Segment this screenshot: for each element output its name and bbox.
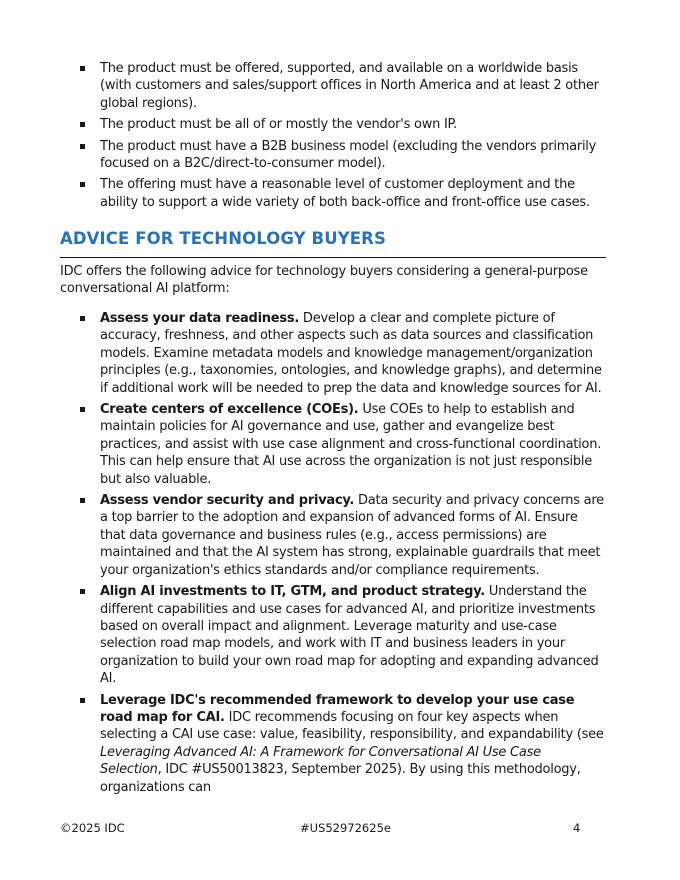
advice-title: Assess your data readiness. [100,311,300,326]
advice-title: Assess vendor security and privacy. [100,493,355,509]
list-item [100,692,606,796]
list-item [100,492,606,579]
list-item [100,176,606,211]
advice-text: Use COEs to help to establish and maintain policies for AI governance and use, gather and evangelize best practices, and assist with use case alignment and cross-functional coordination. This can help ensure that AI use across the organization is not just responsible but also valuable. [100,402,602,487]
advice-text: Develop a clear and complete picture of accuracy, freshness, and other aspects such as data sources and classification models. Examine metadata models and knowledge management/organization principles (e.g., taxonomies, ontologies, and knowledge graphs), and determine if additional work will be needed to prep the data and knowledge sources for AI. [100,311,602,396]
footer-copyright: ©2025 IDC [60,821,125,835]
footer-page-number: 4 [573,821,581,835]
list-item [100,583,606,687]
citation-title: Leveraging Advanced AI: A Framework for Conversational AI Use Case Selection [100,744,541,778]
list-item-text: The product must be offered, supported, and available on a worldwide basis (with customers and sales/support offices in North America and at least 2 other global regions). [100,61,599,111]
bullet-square-icon [80,182,85,187]
bullet-square-icon [80,122,85,127]
list-item-text: The offering must have a reasonable level of customer deployment and the ability to support a wide variety of both back-office and front-office use cases. [100,177,590,210]
bullet-square-icon [80,144,85,149]
bullet-square-icon [80,589,85,594]
advice-list [100,310,606,800]
list-item [100,138,606,173]
list-item-text: The product must be all of or mostly the vendor's own IP. [100,117,457,133]
heading-divider [60,257,606,258]
advice-text: Understand the different capabilities and use cases for advanced AI, and prioritize investments based on overall impact and alignment. Leverage maturity and use-case selection road map models, and work with IT and business leaders in your organization to build your own road map for adopting and expanding advanced AI. [100,584,599,687]
list-item-text: The product must have a B2B business model (excluding the vendors primarily focused on a B2C/direct-to-consumer model). [100,138,597,172]
advice-text: IDC recommends focusing on four key aspects when selecting a CAI use case: value, feasibility, responsibility, and expandability (see [100,709,604,743]
advice-title: Leverage IDC's recommended framework to develop your use case road map for CAI. [100,692,575,725]
advice-text-after: , IDC #US50013823, September 2025). By using this methodology, organizations can [100,762,581,795]
section-intro: IDC offers the following advice for technology buyers considering a general-purpose conversational AI platform: [60,264,588,297]
bullet-square-icon [80,407,85,412]
list-item [100,116,606,133]
advice-title: Create centers of excellence (COEs). [100,402,359,418]
requirements-list [100,60,606,215]
list-item [100,60,606,112]
bullet-square-icon [80,698,85,703]
list-item [100,401,606,488]
list-item [100,310,606,397]
footer-doc-id: #US52972625e [300,821,391,835]
bullet-square-icon [80,316,85,321]
advice-text: Data security and privacy concerns are a top barrier to the adoption and expansion of advanced forms of AI. Ensure that data governance and business rules (e.g., access permissions) are maintained and that the AI system has strong, explainable guardrails that meet your organization's ethics standards and/or compliance requirements. [100,493,604,578]
bullet-square-icon [80,66,85,71]
section-heading: ADVICE FOR TECHNOLOGY BUYERS [60,229,386,248]
bullet-square-icon [80,498,85,503]
advice-title: Align AI investments to IT, GTM, and product strategy. [100,584,485,600]
